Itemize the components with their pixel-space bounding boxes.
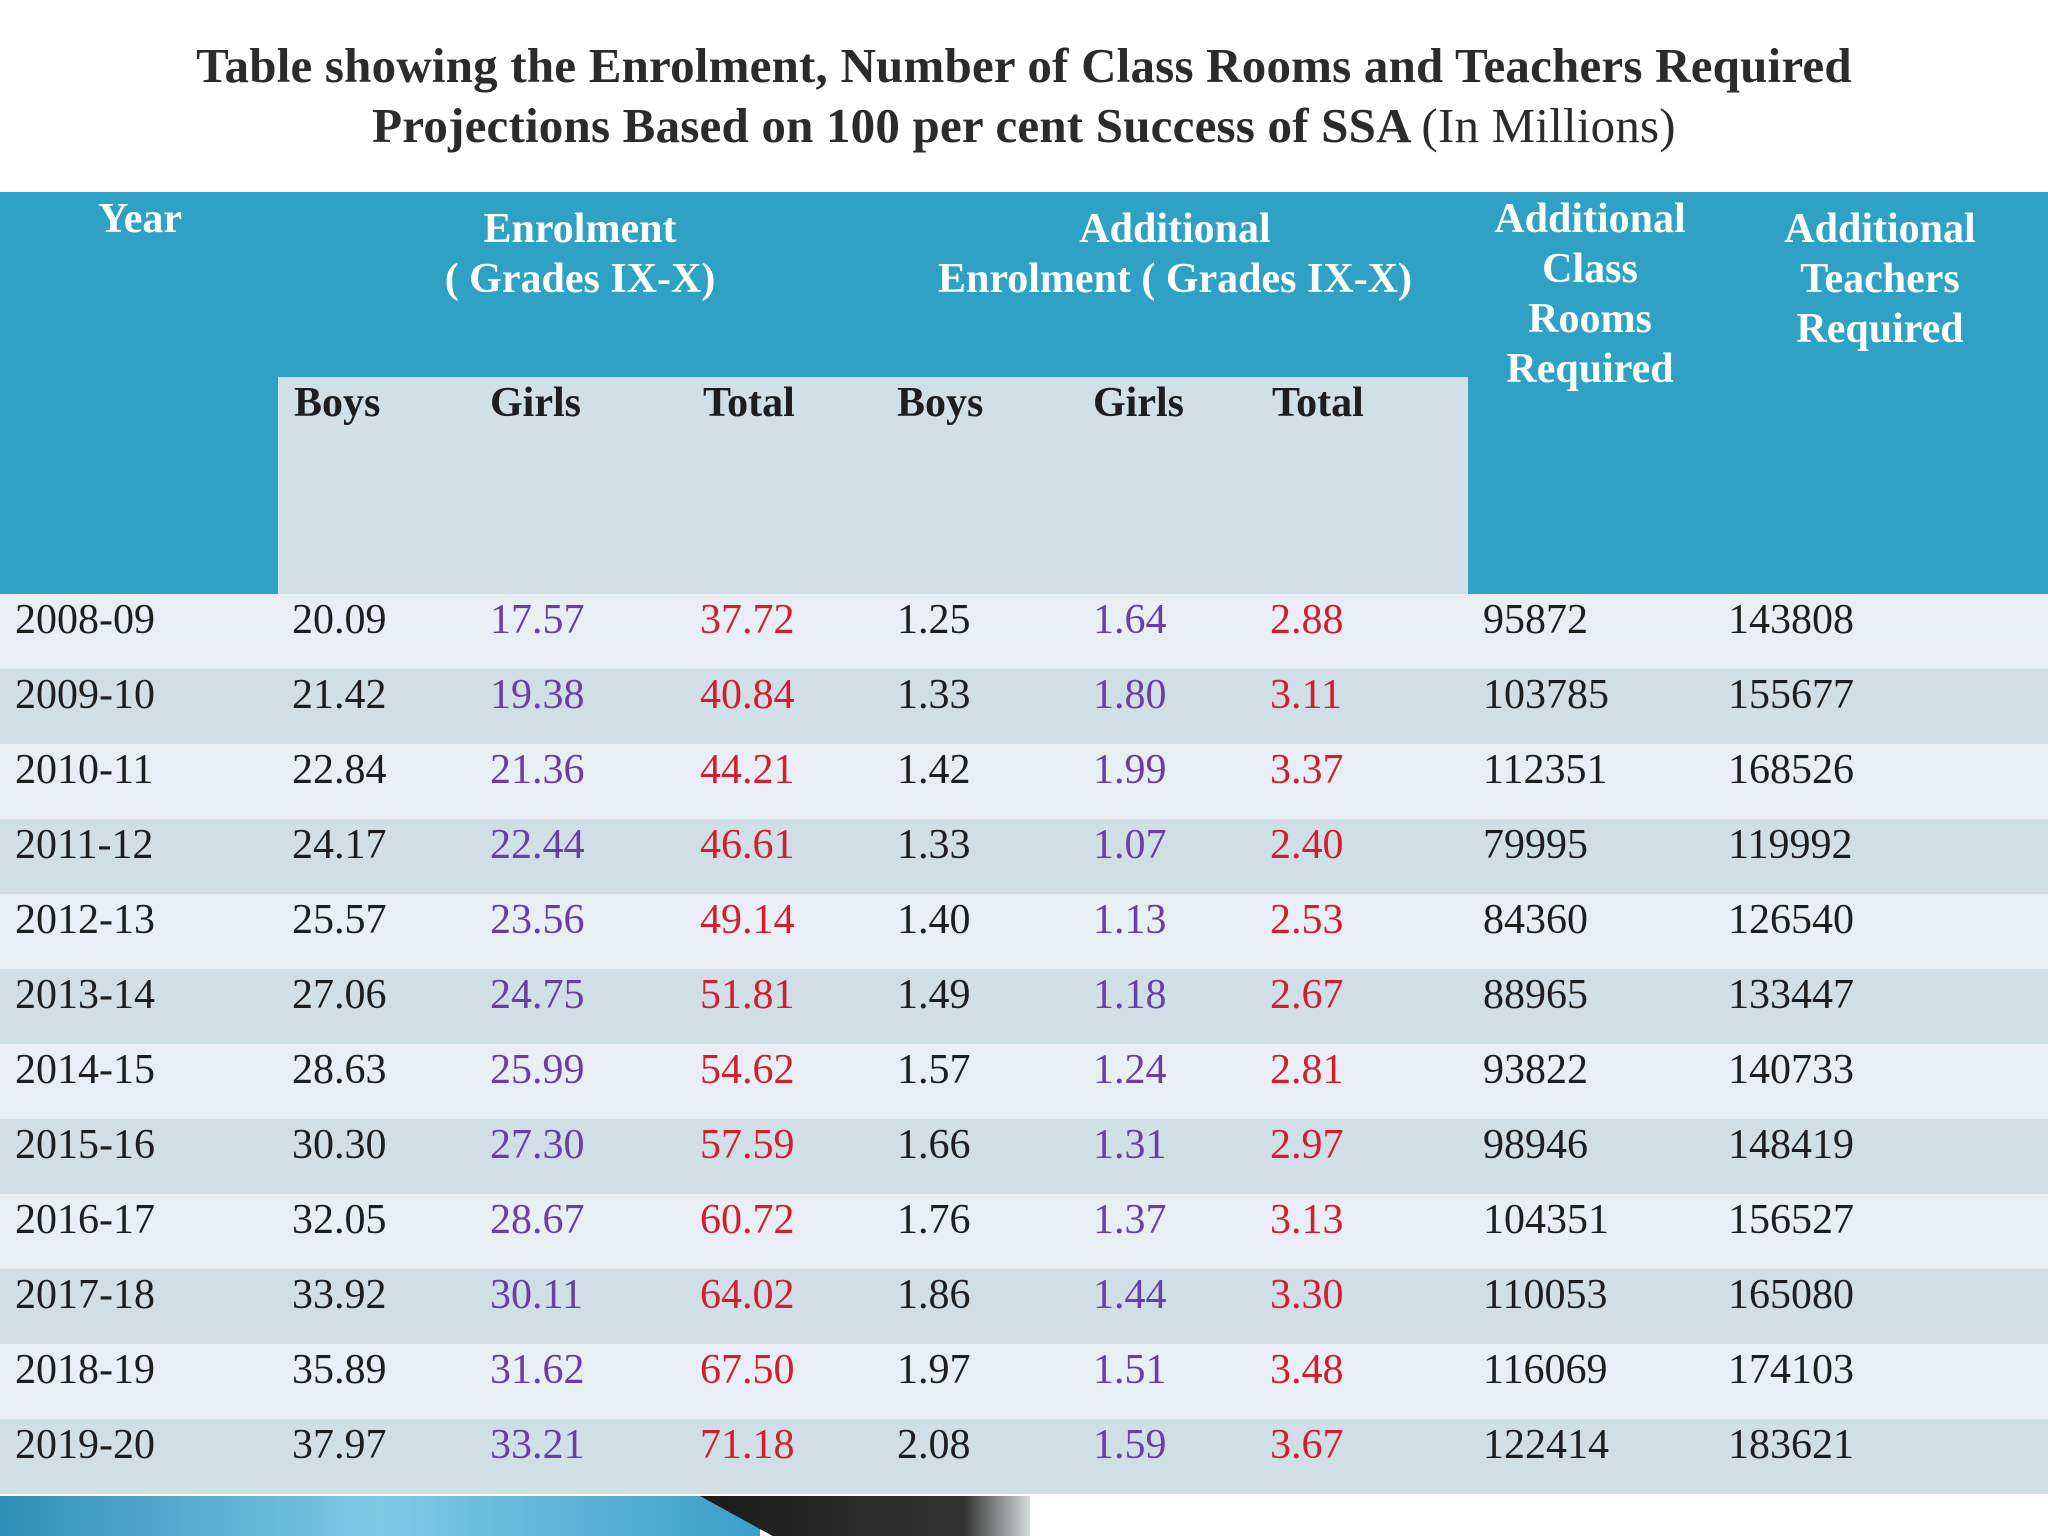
subheader-add-boys: Boys xyxy=(897,380,984,426)
table-row xyxy=(0,969,2048,1044)
cell-girls: 17.57 xyxy=(490,597,585,643)
header-additional-enrolment-line2: Enrolment ( Grades IX-X) xyxy=(937,256,1413,302)
table-row xyxy=(0,1194,2048,1269)
cell-total: 49.14 xyxy=(700,897,795,943)
table-row xyxy=(0,669,2048,744)
cell-year: 2019-20 xyxy=(15,1422,155,1468)
cell-add-total: 2.53 xyxy=(1270,897,1344,943)
cell-add-boys: 1.33 xyxy=(897,822,971,868)
table-body xyxy=(0,594,2048,1494)
header-additional-enrolment-line1: Additional xyxy=(1079,206,1271,252)
cell-boys: 27.06 xyxy=(292,972,387,1018)
cell-total: 60.72 xyxy=(700,1197,795,1243)
header-additional-classrooms xyxy=(1470,194,1710,394)
cell-add-boys: 1.86 xyxy=(897,1272,971,1318)
cell-teachers: 143808 xyxy=(1728,597,1854,643)
cell-girls: 27.30 xyxy=(490,1122,585,1168)
title-units: (In Millions) xyxy=(1421,98,1676,153)
footer-blue-stripe xyxy=(0,1496,760,1536)
cell-teachers: 148419 xyxy=(1728,1122,1854,1168)
table-row xyxy=(0,744,2048,819)
cell-girls: 23.56 xyxy=(490,897,585,943)
cell-add-boys: 1.76 xyxy=(897,1197,971,1243)
cell-add-boys: 1.49 xyxy=(897,972,971,1018)
cell-add-girls: 1.99 xyxy=(1093,747,1167,793)
header-teachers-line2: Teachers xyxy=(1800,256,1960,302)
cell-add-girls: 1.18 xyxy=(1093,972,1167,1018)
cell-add-boys: 1.42 xyxy=(897,747,971,793)
subheader-girls: Girls xyxy=(490,380,581,426)
cell-classrooms: 79995 xyxy=(1483,822,1588,868)
cell-boys: 33.92 xyxy=(292,1272,387,1318)
slide-title xyxy=(0,36,2048,156)
cell-add-girls: 1.80 xyxy=(1093,672,1167,718)
header-enrolment-line1: Enrolment xyxy=(483,206,677,252)
cell-boys: 37.97 xyxy=(292,1422,387,1468)
cell-total: 46.61 xyxy=(700,822,795,868)
cell-add-girls: 1.44 xyxy=(1093,1272,1167,1318)
cell-boys: 22.84 xyxy=(292,747,387,793)
cell-classrooms: 110053 xyxy=(1483,1272,1608,1318)
cell-year: 2018-19 xyxy=(15,1347,155,1393)
cell-year: 2017-18 xyxy=(15,1272,155,1318)
cell-teachers: 155677 xyxy=(1728,672,1854,718)
cell-boys: 25.57 xyxy=(292,897,387,943)
footer-decoration xyxy=(0,1496,2048,1536)
cell-boys: 20.09 xyxy=(292,597,387,643)
cell-girls: 33.21 xyxy=(490,1422,585,1468)
header-classrooms-line2: Class xyxy=(1542,246,1638,292)
cell-add-total: 3.48 xyxy=(1270,1347,1344,1393)
cell-teachers: 126540 xyxy=(1728,897,1854,943)
cell-total: 54.62 xyxy=(700,1047,795,1093)
cell-total: 57.59 xyxy=(700,1122,795,1168)
cell-total: 44.21 xyxy=(700,747,795,793)
cell-classrooms: 104351 xyxy=(1483,1197,1609,1243)
cell-add-total: 2.97 xyxy=(1270,1122,1344,1168)
cell-add-boys: 2.08 xyxy=(897,1422,971,1468)
cell-boys: 32.05 xyxy=(292,1197,387,1243)
header-teachers-line3: Required xyxy=(1796,306,1964,352)
cell-boys: 35.89 xyxy=(292,1347,387,1393)
cell-add-boys: 1.40 xyxy=(897,897,971,943)
cell-add-boys: 1.25 xyxy=(897,597,971,643)
cell-add-total: 3.37 xyxy=(1270,747,1344,793)
cell-girls: 30.11 xyxy=(490,1272,583,1318)
cell-add-total: 3.67 xyxy=(1270,1422,1344,1468)
cell-teachers: 183621 xyxy=(1728,1422,1854,1468)
cell-add-girls: 1.59 xyxy=(1093,1422,1167,1468)
cell-teachers: 168526 xyxy=(1728,747,1854,793)
cell-boys: 28.63 xyxy=(292,1047,387,1093)
cell-add-total: 2.81 xyxy=(1270,1047,1344,1093)
cell-year: 2013-14 xyxy=(15,972,155,1018)
table-row xyxy=(0,894,2048,969)
subheader-add-total: Total xyxy=(1272,380,1364,426)
cell-classrooms: 84360 xyxy=(1483,897,1588,943)
cell-year: 2009-10 xyxy=(15,672,155,718)
subheader-boys: Boys xyxy=(294,380,381,426)
table-row xyxy=(0,1119,2048,1194)
cell-add-total: 3.30 xyxy=(1270,1272,1344,1318)
cell-add-girls: 1.31 xyxy=(1093,1122,1167,1168)
cell-add-total: 2.67 xyxy=(1270,972,1344,1018)
table-row xyxy=(0,1044,2048,1119)
cell-girls: 24.75 xyxy=(490,972,585,1018)
cell-add-total: 2.88 xyxy=(1270,597,1344,643)
header-classrooms-line4: Required xyxy=(1506,346,1674,392)
cell-year: 2011-12 xyxy=(15,822,154,868)
cell-total: 71.18 xyxy=(700,1422,795,1468)
cell-total: 37.72 xyxy=(700,597,795,643)
cell-classrooms: 122414 xyxy=(1483,1422,1609,1468)
cell-year: 2016-17 xyxy=(15,1197,155,1243)
cell-classrooms: 116069 xyxy=(1483,1347,1608,1393)
cell-girls: 28.67 xyxy=(490,1197,585,1243)
cell-teachers: 174103 xyxy=(1728,1347,1854,1393)
cell-total: 51.81 xyxy=(700,972,795,1018)
table-row xyxy=(0,1269,2048,1344)
subheader-add-girls: Girls xyxy=(1093,380,1184,426)
cell-classrooms: 98946 xyxy=(1483,1122,1588,1168)
cell-teachers: 165080 xyxy=(1728,1272,1854,1318)
cell-total: 40.84 xyxy=(700,672,795,718)
cell-teachers: 133447 xyxy=(1728,972,1854,1018)
cell-add-total: 2.40 xyxy=(1270,822,1344,868)
cell-teachers: 119992 xyxy=(1728,822,1853,868)
cell-add-total: 3.11 xyxy=(1270,672,1342,718)
table-row xyxy=(0,594,2048,669)
table-row xyxy=(0,819,2048,894)
table-row xyxy=(0,1419,2048,1494)
cell-classrooms: 112351 xyxy=(1483,747,1608,793)
cell-boys: 24.17 xyxy=(292,822,387,868)
cell-classrooms: 95872 xyxy=(1483,597,1588,643)
cell-add-girls: 1.24 xyxy=(1093,1047,1167,1093)
cell-girls: 21.36 xyxy=(490,747,585,793)
cell-year: 2012-13 xyxy=(15,897,155,943)
cell-add-boys: 1.57 xyxy=(897,1047,971,1093)
cell-classrooms: 88965 xyxy=(1483,972,1588,1018)
cell-teachers: 140733 xyxy=(1728,1047,1854,1093)
cell-add-boys: 1.97 xyxy=(897,1347,971,1393)
cell-year: 2010-11 xyxy=(15,747,154,793)
header-enrolment-line2: ( Grades IX-X) xyxy=(444,256,716,302)
cell-add-boys: 1.66 xyxy=(897,1122,971,1168)
title-line-2 xyxy=(0,96,2048,156)
cell-add-total: 3.13 xyxy=(1270,1197,1344,1243)
header-additional-enrolment xyxy=(900,204,1450,304)
cell-add-girls: 1.64 xyxy=(1093,597,1167,643)
cell-boys: 21.42 xyxy=(292,672,387,718)
cell-girls: 25.99 xyxy=(490,1047,585,1093)
cell-classrooms: 103785 xyxy=(1483,672,1609,718)
cell-year: 2015-16 xyxy=(15,1122,155,1168)
cell-girls: 31.62 xyxy=(490,1347,585,1393)
cell-add-girls: 1.13 xyxy=(1093,897,1167,943)
header-teachers-line1: Additional xyxy=(1784,206,1976,252)
header-enrolment xyxy=(400,204,760,304)
subheader-total: Total xyxy=(703,380,795,426)
cell-classrooms: 93822 xyxy=(1483,1047,1588,1093)
cell-boys: 30.30 xyxy=(292,1122,387,1168)
header-additional-teachers xyxy=(1760,204,2000,354)
cell-add-girls: 1.51 xyxy=(1093,1347,1167,1393)
cell-add-girls: 1.37 xyxy=(1093,1197,1167,1243)
header-classrooms-line3: Rooms xyxy=(1528,296,1652,342)
table-row xyxy=(0,1344,2048,1419)
header-year: Year xyxy=(98,196,182,242)
title-line-1: Table showing the Enrolment, Number of Class Rooms and Teachers Required xyxy=(196,38,1852,93)
cell-total: 67.50 xyxy=(700,1347,795,1393)
cell-girls: 22.44 xyxy=(490,822,585,868)
cell-add-girls: 1.07 xyxy=(1093,822,1167,868)
cell-year: 2008-09 xyxy=(15,597,155,643)
cell-teachers: 156527 xyxy=(1728,1197,1854,1243)
cell-year: 2014-15 xyxy=(15,1047,155,1093)
cell-add-boys: 1.33 xyxy=(897,672,971,718)
header-classrooms-line1: Additional xyxy=(1494,196,1686,242)
cell-girls: 19.38 xyxy=(490,672,585,718)
cell-total: 64.02 xyxy=(700,1272,795,1318)
title-line-2-main: Projections Based on 100 per cent Success of SSA xyxy=(372,98,1409,153)
